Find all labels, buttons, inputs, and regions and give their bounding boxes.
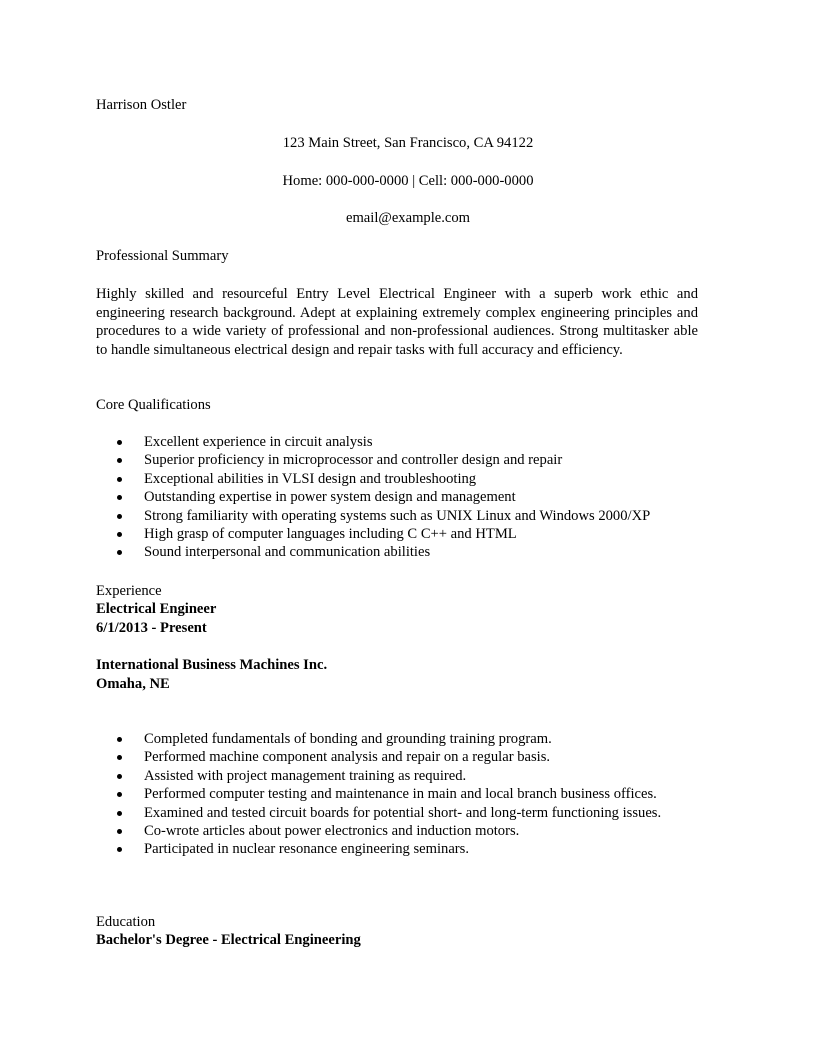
list-item xyxy=(96,488,716,506)
education-heading: Education xyxy=(96,914,156,930)
list-item xyxy=(96,525,716,543)
qualifications-heading: Core Qualifications xyxy=(96,397,211,413)
bullet-icon xyxy=(117,811,122,816)
list-item xyxy=(96,433,716,451)
bullet-icon xyxy=(117,514,122,519)
bullet-icon xyxy=(117,829,122,834)
list-item xyxy=(96,804,716,822)
list-item xyxy=(96,543,716,561)
summary-text: Highly skilled and resourceful Entry Level Electrical Engineer with a superb work ethic and engineering research background. Adept at explaining extremely complex engineering principles and procedures to a wide variety of professional and non-professional audiences. Strong multitasker able to handle simultaneous electrical design and repair tasks with full accuracy and efficiency. xyxy=(96,286,698,358)
company-location: Omaha, NE xyxy=(96,676,170,692)
list-item-text: Sound interpersonal and communication abilities xyxy=(144,544,431,561)
bullet-icon xyxy=(117,755,122,760)
list-item-text: Superior proficiency in microprocessor and controller design and repair xyxy=(144,452,563,469)
job-dates: 6/1/2013 - Present xyxy=(96,620,207,636)
summary-heading: Professional Summary xyxy=(96,248,229,264)
list-item xyxy=(96,785,716,803)
list-item xyxy=(96,748,716,766)
job-title: Electrical Engineer xyxy=(96,601,217,617)
address-line: 123 Main Street, San Francisco, CA 94122 xyxy=(282,135,534,151)
list-item xyxy=(96,470,716,488)
qualifications-list xyxy=(96,433,716,562)
bullet-icon xyxy=(117,737,122,742)
list-item-text: Performed machine component analysis and repair on a regular basis. xyxy=(144,749,551,766)
bullet-icon xyxy=(117,532,122,537)
list-item-text: Assisted with project management training as required. xyxy=(144,767,467,784)
list-item xyxy=(96,767,716,785)
bullet-icon xyxy=(117,477,122,482)
company-name: International Business Machines Inc. xyxy=(96,657,328,673)
list-item-text: Participated in nuclear resonance engineering seminars. xyxy=(144,841,469,858)
list-item-text: Exceptional abilities in VLSI design and troubleshooting xyxy=(144,470,477,487)
candidate-name: Harrison Ostler xyxy=(96,97,187,113)
bullet-icon xyxy=(117,458,122,463)
list-item xyxy=(96,730,716,748)
experience-heading: Experience xyxy=(96,583,162,599)
bullet-icon xyxy=(117,792,122,797)
bullet-icon xyxy=(117,495,122,500)
experience-list xyxy=(96,730,716,859)
email-line: email@example.com xyxy=(345,210,471,226)
list-item-text: Performed computer testing and maintenance in main and local branch business offices. xyxy=(144,786,657,803)
list-item-text: Strong familiarity with operating systems such as UNIX Linux and Windows 2000/XP xyxy=(144,507,651,524)
list-item xyxy=(96,840,716,858)
bullet-icon xyxy=(117,847,122,852)
list-item-text: Co-wrote articles about power electronics and induction motors. xyxy=(144,822,520,839)
list-item-text: Completed fundamentals of bonding and grounding training program. xyxy=(144,731,552,747)
bullet-icon xyxy=(117,550,122,555)
list-item-text: Examined and tested circuit boards for potential short- and long-term functioning issues. xyxy=(144,804,662,821)
bullet-icon xyxy=(117,774,122,779)
degree: Bachelor's Degree - Electrical Engineering xyxy=(96,932,361,948)
phone-line: Home: 000-000-0000 | Cell: 000-000-0000 xyxy=(282,173,534,189)
list-item xyxy=(96,822,716,840)
list-item-text: Outstanding expertise in power system design and management xyxy=(144,489,516,506)
list-item-text: Excellent experience in circuit analysis xyxy=(144,434,373,450)
list-item xyxy=(96,451,716,469)
list-item xyxy=(96,507,716,525)
list-item-text: High grasp of computer languages including C C++ and HTML xyxy=(144,525,517,542)
bullet-icon xyxy=(117,440,122,445)
